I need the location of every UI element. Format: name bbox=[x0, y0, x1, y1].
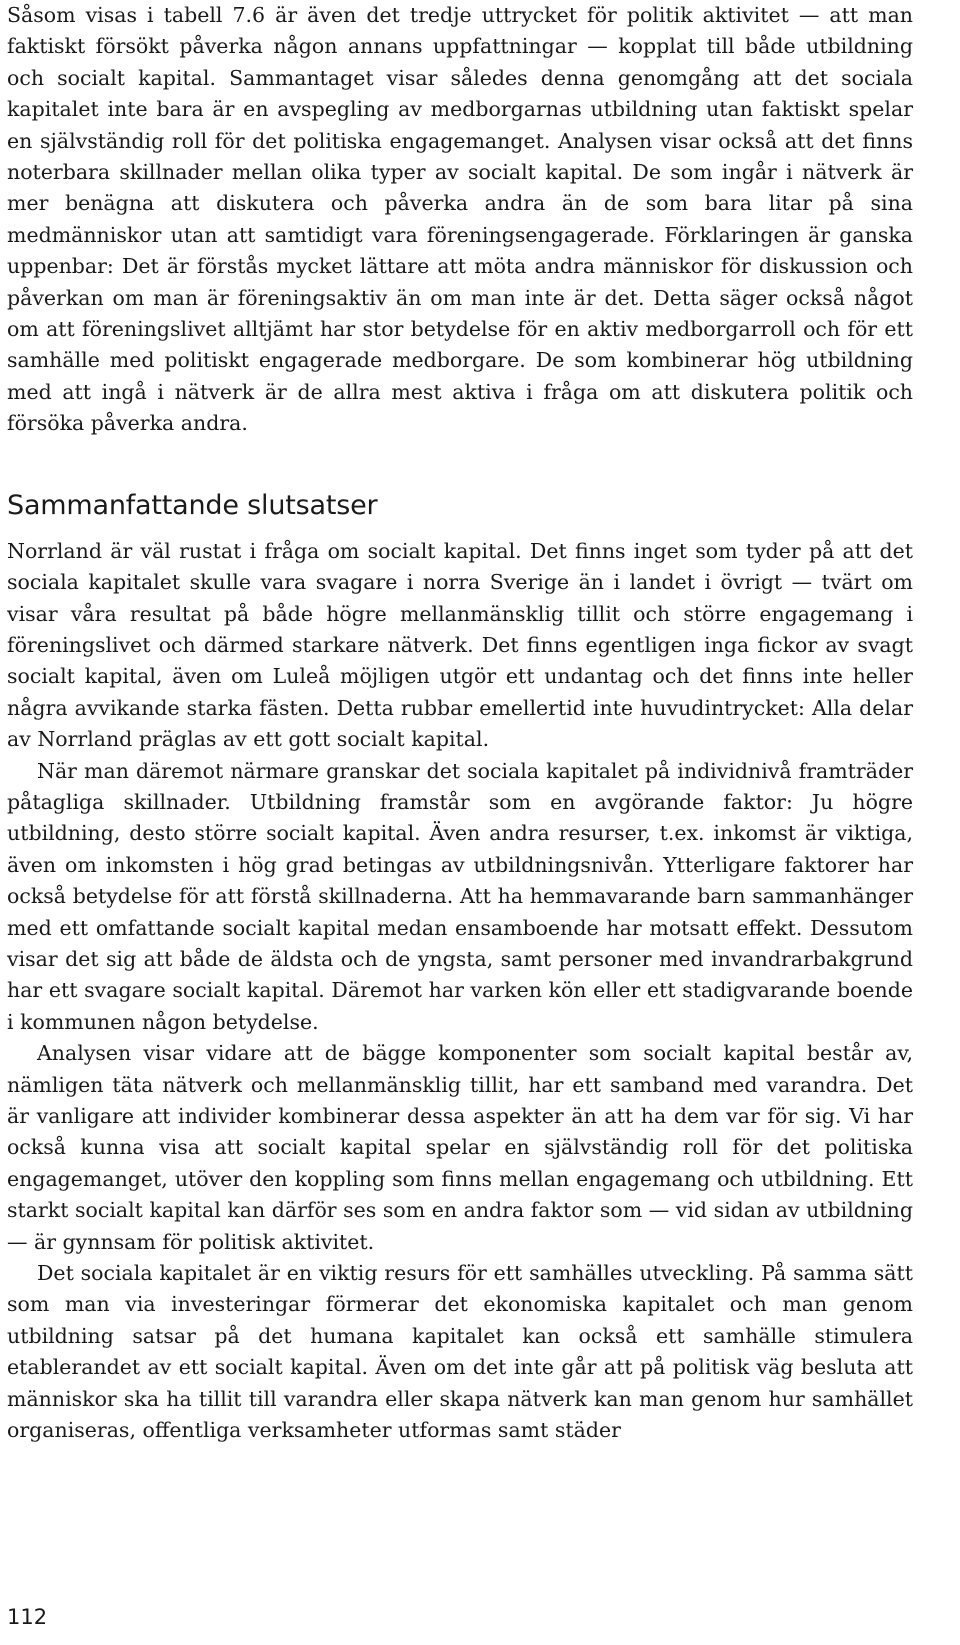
section-heading: Sammanfattande slutsatser bbox=[7, 489, 378, 521]
body-paragraph: Analysen visar vidare att de bägge komponenter som socialt kapital består av, nämligen täta nätverk och mellanmänsklig tillit, har ett samband med varandra. Det är vanligare att individer kombinerar dessa aspekter än att ha dem var för sig. Vi har också kunna visa att socialt kapital spelar en självständig roll för det politiska engagemanget, utöver den koppling som finns mellan engagemang och utbildning. Ett starkt socialt kapital kan därför ses som en andra faktor som — vid sidan av utbildning — är gynnsam för politisk aktivitet. bbox=[7, 1041, 913, 1254]
body-paragraph: Det sociala kapitalet är en viktig resurs för ett samhälles utveckling. På samma sätt som man via investeringar förmerar det ekonomiska kapitalet och man genom utbildning satsar på det humana kapitalet kan också ett samhälle stimulera etablerandet av ett socialt kapital. Även om det inte går att på politisk väg besluta att människor ska ha tillit till varandra eller skapa nätverk kan man genom hur samhället organiseras, offentliga verksamheter utformas samt städer bbox=[7, 1261, 913, 1443]
body-paragraph: Såsom visas i tabell 7.6 är även det tredje uttrycket för politik aktivitet — att man faktiskt försökt påverka någon annans uppfattningar — kopplat till både utbildning och socialt kapital. Sammantaget visar således denna genomgång att det sociala kapitalet inte bara är en avspegling av medborgarnas utbildning utan faktiskt spelar en självständig roll för det politiska engagemanget. Analysen visar också att det finns noterbara skillnader mellan olika typer av socialt kapital. De som ingår i nätverk är mer benägna att diskutera och påverka andra än de som bara litar på sina medmänniskor utan att samtidigt vara föreningsengagerade. Förklaringen är ganska uppenbar: Det är förstås mycket lättare att möta andra människor för diskussion och påverkan om man är föreningsaktiv än om man inte är det. Detta säger också något om att föreningslivet alltjämt har stor betydelse för en aktiv medborgarroll och för ett samhälle med politiskt engagerade medborgare. De som kombinerar hög utbildning med att ingå i nätverk är de allra mest aktiva i fråga om att diskutera politik och försöka påverka andra. bbox=[7, 3, 913, 436]
body-paragraph: När man däremot närmare granskar det sociala kapitalet på individnivå framträder påtagliga skillnader. Utbildning framstår som en avgörande faktor: Ju högre utbildning, desto större socialt kapital. Även andra resurser, t.ex. inkomst är viktiga, även om inkomsten i hög grad betingas av utbildningsnivån. Ytterligare faktorer har också betydelse för att förstå skillnaderna. Att ha hemmavarande barn sammanhänger med ett omfattande socialt kapital medan ensamboende har motsatt effekt. Dessutom visar det sig att både de äldsta och de yngsta, samt personer med invandrarbakgrund har ett svagare socialt kapital. Däremot har varken kön eller ett stadigvarande boende i kommunen någon betydelse. bbox=[7, 758, 913, 1034]
body-paragraph: Norrland är väl rustat i fråga om socialt kapital. Det finns inget som tyder på att det sociala kapitalet skulle vara svagare i norra Sverige än i landet i övrigt — tvärt om visar våra resultat på både högre mellanmänsklig tillit och större engagemang i föreningslivet och därmed starkare nätverk. Det finns egentligen inga fickor av svagt socialt kapital, även om Luleå möjligen utgör ett undantag och det finns inte heller några avvikande starka fästen. Detta rubbar emellertid inte huvudintrycket: Alla delar av Norrland präglas av ett gott socialt kapital. bbox=[7, 538, 913, 752]
page-content bbox=[7, 0, 913, 1446]
page-number: 112 bbox=[7, 1605, 48, 1629]
